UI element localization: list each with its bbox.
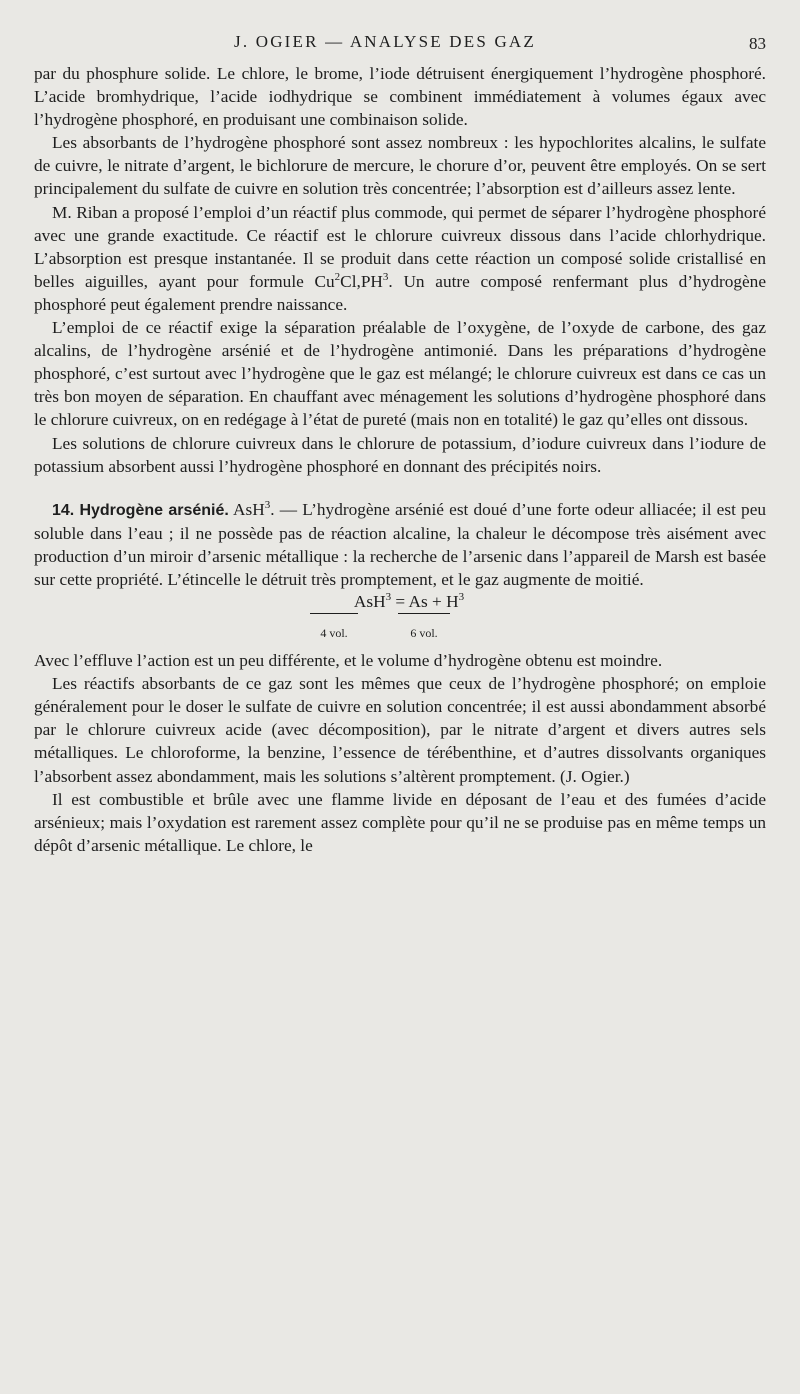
equation-left: AsH xyxy=(353,592,386,612)
equation-volumes xyxy=(34,613,766,641)
volume-left-label: 4 vol. xyxy=(320,626,348,641)
paragraph-solutions: Les solutions de chlorure cuivreux dans le chlorure de potassium, d’iodure cuivreux dans l’iodure de potassium absorbent aussi l’hydrogène phosphoré en donnant des précipités noirs. xyxy=(34,433,766,476)
running-head: J. OGIER — ANALYSE DES GAZ xyxy=(234,32,536,51)
paragraph-effluve: Avec l’effluve l’action est un peu différente, et le volume d’hydrogène obtenu est moindre. xyxy=(34,651,663,671)
page-header xyxy=(0,30,800,60)
paragraph-continuation: par du phosphure solide. Le chlore, le brome, l’iode détruisent énergiquement l’hydrogène phosphoré. L’acide bromhydrique, l’acide iodhydrique se combinent immédiatement à volumes égaux avec l’hydrogène phosphoré, en produisant une combinaison solide. xyxy=(34,64,766,130)
riban-text-c: . Un autre composé renfermant plus d’hydrogène phosphoré peut également prendre naissance. xyxy=(34,271,766,314)
paragraph-riban xyxy=(34,201,766,316)
section-formula: AsH xyxy=(233,499,265,519)
section-formula-sup: 3 xyxy=(264,498,271,511)
volume-left xyxy=(310,613,358,645)
section-title: Hydrogène arsénié. xyxy=(79,501,229,519)
paragraph-absorbants: Les absorbants de l’hydrogène phosphoré sont assez nombreux : les hypochlorites alcalins, le sulfate de cuivre, le nitrate d’argent, le bichlorure de mercure, le chorure d’or, peuvent être employés. On se sert principalement du sulfate de cuivre en solution très concentrée; l’absorption est d’ailleurs assez lente. xyxy=(34,133,766,199)
section-14 xyxy=(34,498,766,591)
paragraph-reactifs: Les réactifs absorbants de ce gaz sont les mêmes que ceux de l’hydrogène phosphoré; on emploie généralement pour le doser le sulfate de cuivre en solution concentrée; il est aussi abondamment absorbé par le chlorure cuivreux acide (avec décomposition), par le nitrate d’argent et divers autres sels métalliques. Le chloroforme, la benzine, l’essence de térébenthine, et d’autres dissolvants organiques l’absorbent assez abondamment, mais les solutions s’altèrent promptement. (J. Ogier.) xyxy=(34,674,766,786)
volume-right xyxy=(398,613,450,645)
paragraph-emploi: L’emploi de ce réactif exige la séparation préalable de l’oxygène, de l’oxyde de carbone, des gaz alcalins, de l’hydrogène arsénié et de l’hydrogène antimonié. Dans les préparations d’hydrogène phosphoré, c’est surtout avec l’hydrogène que le gaz est mélangé; le chlorure cuivreux est dans ce cas un très bon moyen de séparation. En chauffant avec ménagement les solutions d’hydrogène phosphoré dans le chlorure cuivreux, on en redégage à l’état de pureté (mais non en totalité) le gaz qu’elles ont dissous. xyxy=(34,318,766,430)
body-text xyxy=(34,62,766,857)
brace-right xyxy=(398,613,450,620)
equation-sup-2: 3 xyxy=(458,591,465,604)
paragraph-combustible: Il est combustible et brûle avec une flamme livide en déposant de l’eau et des fumées d’acide arsénieux; mais l’oxydation est rarement assez complète pour qu’il ne se produise pas en même temps un dépôt d’arsenic métallique. Le chlore, le xyxy=(34,789,766,855)
page-number: 83 xyxy=(749,34,766,53)
riban-sup-2: 3 xyxy=(382,271,389,284)
riban-sup-1: 2 xyxy=(334,271,341,284)
equation-right: = As + H xyxy=(391,592,459,612)
brace-left xyxy=(310,613,358,620)
volume-right-label: 6 vol. xyxy=(410,626,438,641)
riban-text-a: M. Riban a proposé l’emploi d’un réactif plus commode, qui permet de séparer l’hydrogène phosphoré avec une grande exactitude. Ce réactif est le chlorure cuivreux dissous dans l’acide chlorhydrique. L’absorption est presque instantanée. Il se produit dans cette réaction un composé solide cristallisé en belles aiguilles, ayant pour formule Cu xyxy=(34,202,766,291)
equation-sup-1: 3 xyxy=(385,591,392,604)
section-number: 14. xyxy=(52,501,75,519)
section-text: . — L’hydrogène arsénié est doué d’une forte odeur alliacée; il est peu soluble dans l’eau ; il ne possède pas de réaction alcaline, la chaleur le décompose très aisément avec production d’un miroir d’arsenic métallique : la recherche de l’arsenic dans l’appareil de Marsh est basée sur cette propriété. L’étincelle le détruit très promptement, et le gaz augmente de moitié. xyxy=(34,499,767,589)
equation xyxy=(34,591,766,613)
riban-text-b: Cl,PH xyxy=(340,271,383,291)
